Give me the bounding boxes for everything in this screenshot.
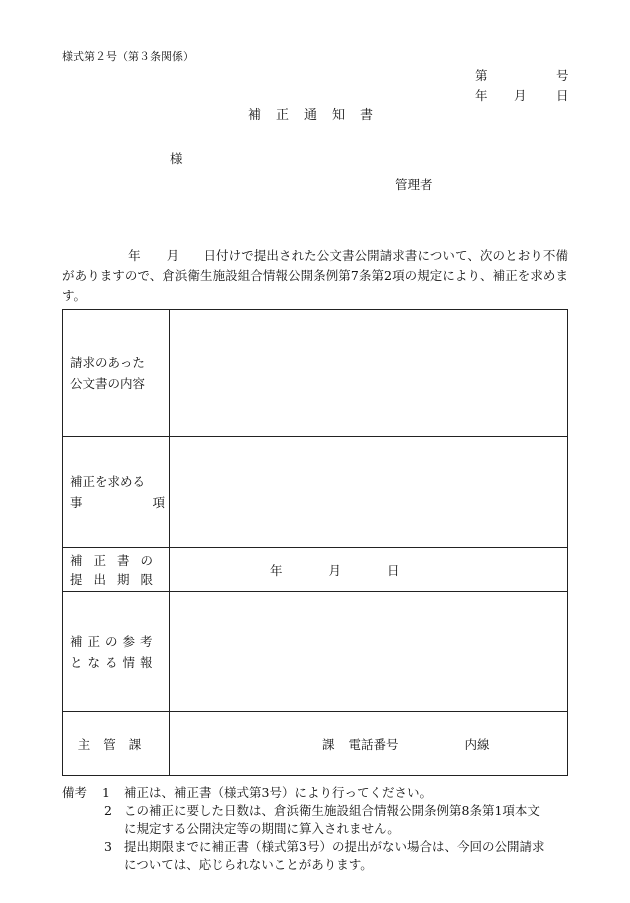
notice-body: [62, 246, 568, 306]
table-row: [63, 548, 568, 592]
label-line: 主管課: [77, 736, 155, 752]
label-line: 補正を求める: [70, 474, 146, 489]
addressee-suffix: 様: [170, 151, 183, 166]
label-requested-document: [63, 310, 170, 437]
table-row: [63, 437, 568, 548]
department-field[interactable]: [170, 712, 568, 776]
note-number: 2: [104, 803, 112, 818]
table-row: [63, 310, 568, 437]
note-text: については、応じられないことがあります。: [124, 857, 373, 872]
label-reference-info: [63, 592, 170, 712]
label-char: 項: [152, 495, 165, 510]
label-correction-items: [63, 437, 170, 548]
label-line: となる情報: [70, 654, 158, 670]
deadline-month-label: 月: [328, 562, 342, 578]
correction-items-field[interactable]: [170, 437, 568, 548]
note-text: この補正に要した日数は、倉浜衛生施設組合情報公開条例第8条第1項本文: [124, 803, 540, 818]
department-suffix: 課: [322, 736, 335, 752]
form-label: 様式第２号（第３条関係）: [62, 50, 194, 63]
label-char: 事: [70, 495, 83, 510]
sender-title: 管理者: [395, 177, 433, 192]
label-deadline: [63, 548, 170, 592]
notes-prefix: 備考: [62, 785, 88, 800]
note-text: 補正は、補正書（様式第3号）により行ってください。: [124, 785, 432, 800]
doc-number-suffix: 号: [556, 68, 569, 83]
label-department: [63, 712, 170, 776]
date-day-label: 日: [556, 88, 569, 103]
deadline-year-label: 年: [270, 562, 283, 578]
note-text: 提出期限までに補正書（様式第3号）の提出がない場合は、今回の公開請求: [124, 839, 545, 854]
table-row: [63, 592, 568, 712]
date-year-label: 年: [475, 88, 488, 103]
deadline-day-label: 日: [387, 562, 400, 578]
phone-label: 電話番号: [348, 736, 399, 752]
notes-section: [62, 784, 572, 874]
body-text: 日付けで提出された公文書公開請求書について、次のとおり不備がありますので、倉浜衛生施設組合情報公開条例第7条第2項の規定により、補正を求めます。: [62, 248, 568, 303]
label-line: 補正書の: [70, 552, 165, 568]
doc-number-prefix: 第: [475, 68, 488, 83]
label-line: 提出期限: [70, 571, 165, 587]
note-text: に規定する公開決定等の期間に算入されません。: [124, 821, 400, 836]
deadline-field[interactable]: [170, 548, 568, 592]
page-title: 補正通知書: [248, 108, 389, 123]
extension-label: 内線: [464, 736, 490, 752]
date-month-label: 月: [514, 88, 527, 103]
reference-info-field[interactable]: [170, 592, 568, 712]
table-row: [63, 712, 568, 776]
body-month-label: 月: [166, 248, 180, 263]
note-number: 3: [104, 839, 112, 854]
label-line: 請求のあった: [70, 355, 145, 370]
label-line: 補正の参考: [70, 633, 158, 649]
label-line: 公文書の内容: [70, 376, 146, 391]
note-number: 1: [102, 785, 110, 800]
requested-document-field[interactable]: [170, 310, 568, 437]
correction-table: [62, 309, 568, 776]
body-year-label: 年: [128, 248, 141, 263]
